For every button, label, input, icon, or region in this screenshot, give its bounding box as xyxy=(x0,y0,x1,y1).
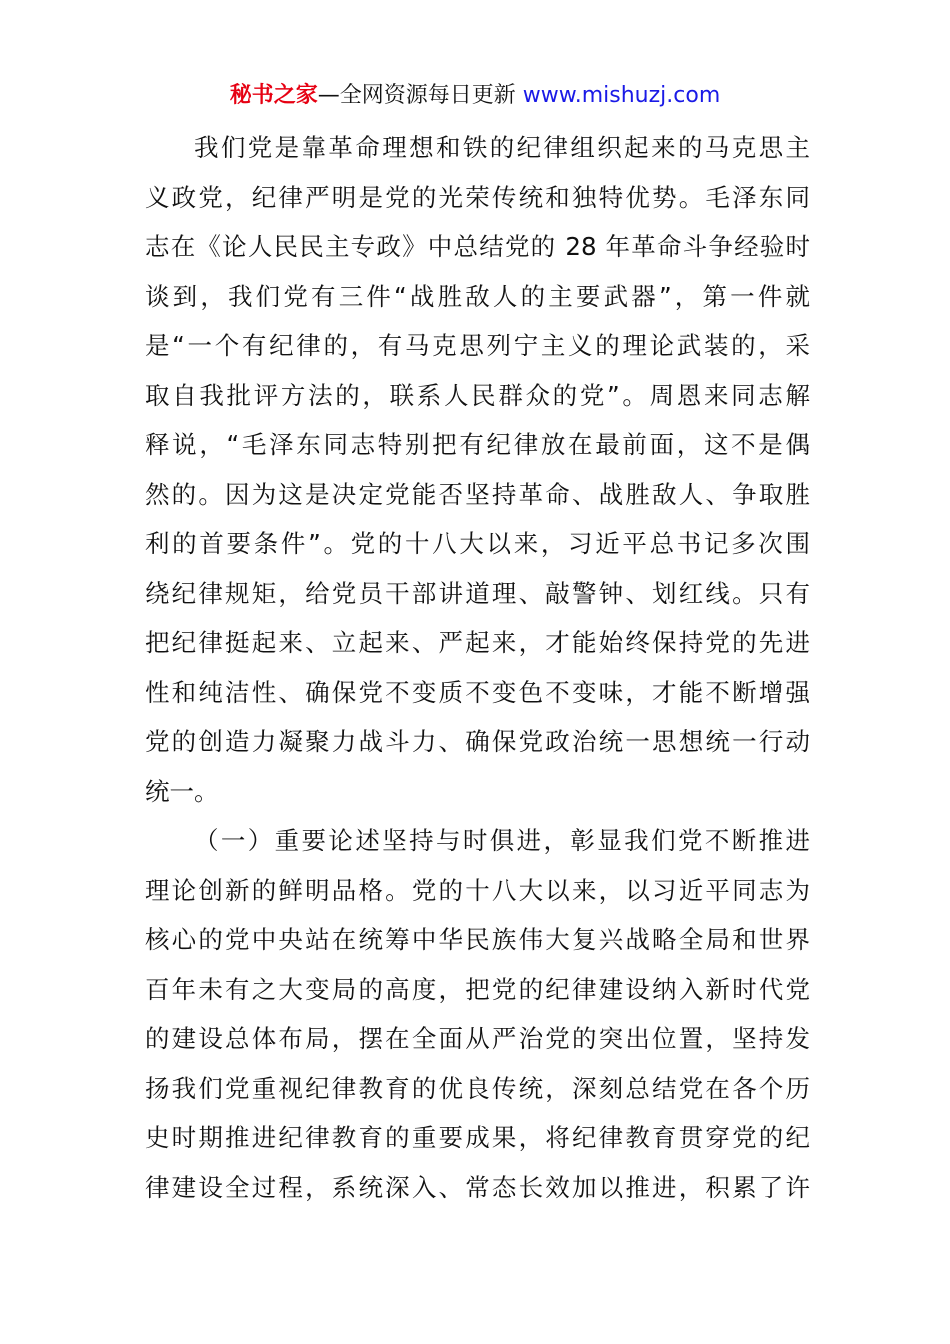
site-brand: 秘书之家 xyxy=(229,83,318,108)
text-line: 是“一个有纪律的，有马克思列宁主义的理论武装的，采 xyxy=(145,331,810,360)
text-line: 取自我批评方法的，联系人民群众的党”。周恩来同志解 xyxy=(145,380,810,410)
text-line: 义政党，纪律严明是党的光荣传统和独特优势。毛泽东同 xyxy=(145,182,810,212)
text-line: 利的首要条件”。党的十八大以来，习近平总书记多次围 xyxy=(145,529,810,558)
text-line: 释说，“毛泽东同志特别把有纪律放在最前面，这不是偶 xyxy=(145,430,810,459)
text-line: 律建设全过程，系统深入、常态长效加以推进，积累了许 xyxy=(145,1172,810,1202)
site-url-link[interactable]: www.mishuzj.com xyxy=(522,83,721,108)
text-line: 核心的党中央站在统筹中华民族伟大复兴战略全局和世界 xyxy=(145,925,810,954)
text-line: 的建设总体布局，摆在全面从严治党的突出位置，坚持发 xyxy=(145,1024,810,1053)
text-line: 理论创新的鲜明品格。党的十八大以来，以习近平同志为 xyxy=(145,875,810,905)
text-line: 把纪律挺起来、立起来、严起来，才能始终保持党的先进 xyxy=(145,628,810,657)
text-line: 性和纯洁性、确保党不变质不变色不变味，才能不断增强 xyxy=(145,677,810,707)
text-line: （一）重要论述坚持与时俱进，彰显我们党不断推进 xyxy=(194,826,810,855)
text-line: 我们党是靠革命理想和铁的纪律组织起来的马克思主 xyxy=(194,133,810,162)
text-line: 史时期推进纪律教育的重要成果，将纪律教育贯穿党的纪 xyxy=(145,1123,810,1152)
paragraph-1 xyxy=(145,123,810,816)
text-line: 扬我们党重视纪律教育的优良传统，深刻总结党在各个历 xyxy=(145,1073,810,1103)
site-header xyxy=(0,80,950,112)
paragraph-2 xyxy=(145,816,810,1212)
text-line: 然的。因为这是决定党能否坚持革命、战胜敌人、争取胜 xyxy=(145,479,810,509)
text-line: 党的创造力凝聚力战斗力、确保党政治统一思想统一行动 xyxy=(145,727,810,756)
text-line: 谈到，我们党有三件“战胜敌人的主要武器”，第一件就 xyxy=(145,281,810,311)
text-line: 志在《论人民民主专政》中总结党的 28 年革命斗争经验时 xyxy=(145,232,810,261)
site-tagline: —全网资源每日更新 xyxy=(317,83,523,108)
document-body xyxy=(145,123,810,1212)
text-line: 百年未有之大变局的高度，把党的纪律建设纳入新时代党 xyxy=(145,974,810,1004)
text-line: 统一。 xyxy=(145,776,219,806)
text-line: 绕纪律规矩，给党员干部讲道理、敲警钟、划红线。只有 xyxy=(145,578,810,608)
